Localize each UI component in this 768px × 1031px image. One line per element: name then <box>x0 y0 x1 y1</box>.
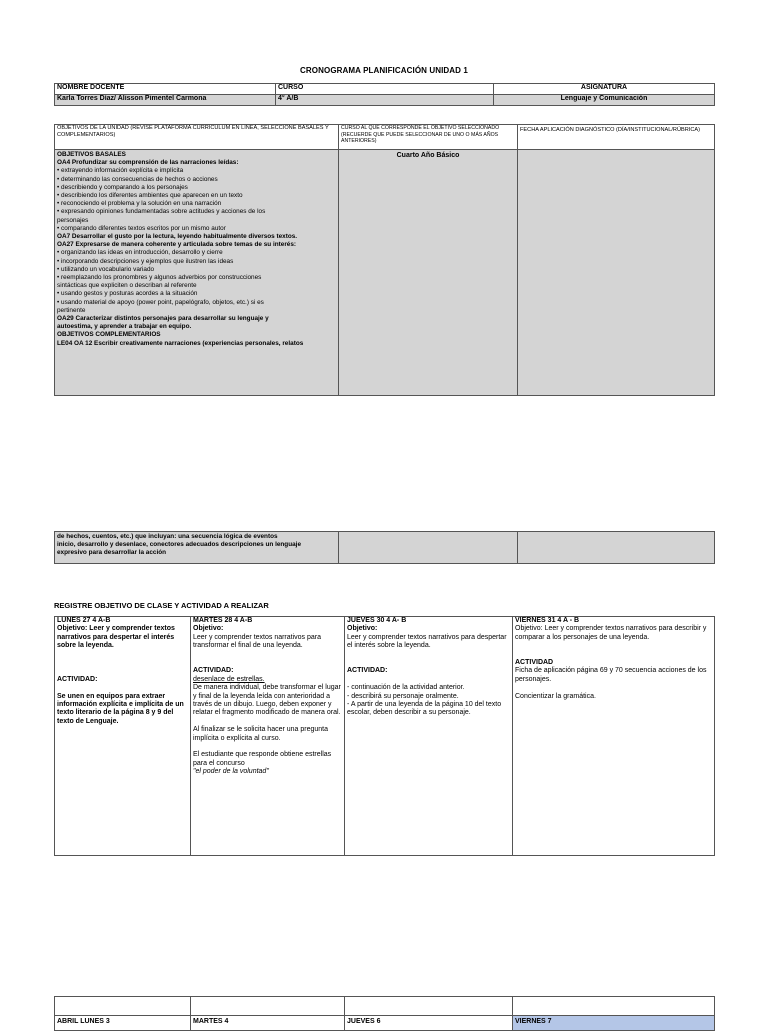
activity-quote: "el poder de la voluntad" <box>193 768 269 776</box>
activity-text-1: Ficha de aplicación página 69 y 70 secuencia acciones de los personajes. <box>515 667 707 683</box>
day-monday <box>55 617 191 856</box>
activity-title: desenlace de estrellas. <box>193 675 265 683</box>
day-objective: Objetivo: Leer y comprender textos narrativos para despertar el interés sobre la leyenda. <box>57 625 175 650</box>
day-header: LUNES 27 4 A-B <box>57 617 111 624</box>
objectives-continuation-table <box>54 531 715 564</box>
objective-line: • usando material de apoyo (power point, papelógrafo, objetos, etc.) si es <box>57 298 264 306</box>
activity-label: ACTIVIDAD: <box>193 667 234 675</box>
objective-line: • determinando las consecuencias de hechos o acciones <box>57 175 218 183</box>
activity-text: Se unen en equipos para extraer información explícita e implícita de un texto literario de la página 8 y 9 del texto de Lenguaje. <box>57 692 184 725</box>
course-value: 4° A/B <box>276 95 494 106</box>
objective-line: sintácticas que expliciten o describan al referente <box>57 282 197 290</box>
day-header: MARTES 28 4 A-B <box>193 617 253 624</box>
objectives-continuation <box>55 532 339 564</box>
objectives-header: OBJETIVOS DE LA UNIDAD (REVISE PLATAFORMA CURRICULUM EN LÍNEA, SELECCIONE BASALES Y COMPLEMENTARIOS) <box>55 125 339 150</box>
day-objective: Objetivo: Leer y comprender textos narrativos para describir y comparar a los personajes de una leyenda. <box>515 625 707 641</box>
objective-line: OA27 Expresarse de manera coherente y articulada sobre temas de su interés: <box>57 241 297 249</box>
objective-line: • reemplazando los pronombres y algunos adverbios por construcciones <box>57 274 262 282</box>
objective-line: • describiendo los diferentes ambientes que aparecen en un texto <box>57 192 243 200</box>
course-level-continuation <box>339 532 518 564</box>
day-header: JUEVES 30 4 A- B <box>347 617 407 624</box>
day-objective-label: Objetivo: <box>347 625 378 633</box>
day-thursday <box>345 617 513 856</box>
day-friday <box>513 617 715 856</box>
objective-line: • organizando las ideas en introducción, desarrollo y cierre <box>57 249 223 257</box>
continuation-line: inicio, desarrollo y desenlace, conectores adecuados descripciones un lenguaje <box>57 541 301 549</box>
activity-text-3: El estudiante que responde obtiene estrellas para el concurso <box>193 751 332 767</box>
day-header: VIERNES 7 <box>513 1016 715 1031</box>
activity-text-2: Al finalizar se le solicita hacer una pregunta implícita o explícita al curso. <box>193 726 329 742</box>
activity-label: ACTIVIDAD: <box>57 675 98 683</box>
activity-text-1: - continuación de la actividad anterior. <box>347 684 465 692</box>
weekly-activity-table <box>54 616 715 856</box>
activity-text-2: - describirá su personaje oralmente. <box>347 692 459 700</box>
page-title: CRONOGRAMA PLANIFICACIÓN UNIDAD 1 <box>300 66 468 75</box>
day-objective: Leer y comprender textos narrativos para despertar el interés sobre la leyenda. <box>347 633 507 650</box>
diagnostic-date-continuation <box>518 532 715 564</box>
subject-value: Lenguaje y Comunicación <box>494 95 715 106</box>
day-tuesday <box>191 617 345 856</box>
activity-label: ACTIVIDAD <box>515 659 554 666</box>
empty-cell <box>513 997 715 1016</box>
empty-cell <box>55 997 191 1016</box>
objective-line: • extrayendo información explícita e implícita <box>57 167 184 175</box>
day-header: VIERNES 31 4 A - B <box>515 617 580 624</box>
objective-line: personajes <box>57 216 89 224</box>
empty-cell <box>191 997 345 1016</box>
objective-line: • usando gestos y posturas acordes a la situación <box>57 290 198 298</box>
activity-text: De manera individual, debe transformar el lugar y final de la leyenda leída con anterioridad a través de un dibujo. Luego, deben exponer y relatar el fragmento modificado de manera oral. <box>193 684 341 717</box>
objectives-list <box>55 150 339 396</box>
objective-line: • reconociendo el problema y la solución en una narración <box>57 200 222 208</box>
day-objective-label: Objetivo: <box>193 625 224 633</box>
objective-line: OA4 Profundizar su comprensión de las narraciones leídas: <box>57 159 239 167</box>
diagnostic-date-header: FECHA APLICACIÓN DIAGNÓSTICO (DÍA/INSTITUCIONAL/RÚBRICA) <box>518 125 715 150</box>
activity-label: ACTIVIDAD: <box>347 667 388 675</box>
objective-line: OA7 Desarrollar el gusto por la lectura, leyendo habitualmente diversos textos. <box>57 233 298 241</box>
next-week-table <box>54 996 715 1031</box>
objective-line: LE04 OA 12 Escribir creativamente narraciones (experiencias personales, relatos <box>57 339 304 347</box>
objective-line: OBJETIVOS COMPLEMENTARIOS <box>57 331 161 339</box>
activity-text-2: Concientizar la gramática. <box>515 692 596 700</box>
day-header: ABRIL LUNES 3 <box>55 1016 191 1031</box>
continuation-line: de hechos, cuentos, etc.) que incluyan: una secuencia lógica de eventos <box>57 533 278 540</box>
course-header: CURSO <box>276 84 494 95</box>
course-objective-header: CURSO AL QUE CORRESPONDE EL OBJETIVO SELECCIONADO (RECUERDE QUE PUEDE SELECCIONAR DE UNO O MÁS AÑOS ANTERIORES) <box>339 125 518 150</box>
section-title: REGISTRE OBJETIVO DE CLASE Y ACTIVIDAD A REALIZAR <box>54 601 269 610</box>
objective-line: • describiendo y comparando a los personajes <box>57 183 188 191</box>
continuation-line: expresivo para desarrollar la acción <box>57 549 167 557</box>
subject-header: ASIGNATURA <box>494 84 715 95</box>
objective-line: • utilizando un vocabulario variado <box>57 265 155 273</box>
teacher-info-table <box>54 83 715 106</box>
teacher-name-header: NOMBRE DOCENTE <box>55 84 276 95</box>
diagnostic-date-cell <box>518 150 715 396</box>
empty-cell <box>345 997 513 1016</box>
objective-line: autoestima, y aprender a trabajar en equipo. <box>57 323 192 331</box>
objective-line: OA29 Caracterizar distintos personajes para desarrollar su lenguaje y <box>57 315 269 323</box>
activity-text-3: - A partir de una leyenda de la página 10 del texto escolar, deben describir a su personaje. <box>347 701 502 717</box>
course-level: Cuarto Año Básico <box>339 150 518 396</box>
objective-line: OBJETIVOS BASALES <box>57 151 126 158</box>
teacher-name-value: Karla Torres Díaz/ Alisson Pimentel Carmona <box>55 95 276 106</box>
objective-line: pertinente <box>57 306 86 314</box>
objective-line: • comparando diferentes textos escritos por un mismo autor <box>57 224 226 232</box>
day-header: MARTES 4 <box>191 1016 345 1031</box>
objectives-table <box>54 124 715 396</box>
objective-line: • incorporando descripciones y ejemplos que ilustren las ideas <box>57 257 234 265</box>
objective-line: • expresando opiniones fundamentadas sobre actitudes y acciones de los <box>57 208 266 216</box>
day-objective: Leer y comprender textos narrativos para transformar el final de una leyenda. <box>193 633 322 650</box>
day-header: JUEVES 6 <box>345 1016 513 1031</box>
